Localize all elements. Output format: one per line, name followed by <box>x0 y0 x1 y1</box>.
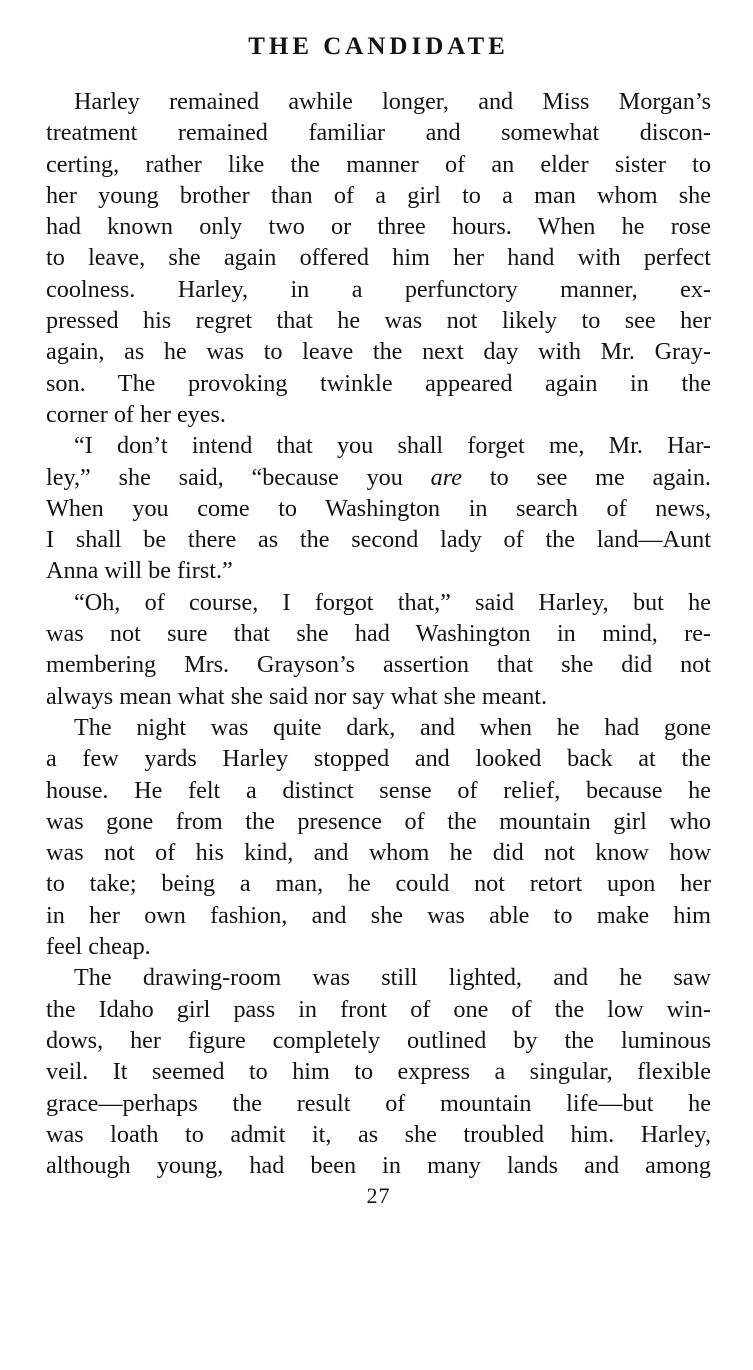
text-line: although young, had been in many lands and among <box>46 1152 711 1180</box>
text-line: had known only two or three hours. When he rose <box>46 213 711 241</box>
text-line: Harley remained awhile longer, and Miss Morgan’s <box>74 88 711 115</box>
text-line: ley,” she said, “because you are to see me again. <box>46 463 711 491</box>
emphasis: are <box>430 463 463 491</box>
text-line: her young brother than of a girl to a man whom she <box>46 181 711 209</box>
text-line: was not sure that she had Washington in mind, re- <box>46 620 711 648</box>
text-line: veil. It seemed to him to express a singular, flexible <box>46 1058 711 1086</box>
text-line: always mean what she said nor say what she meant. <box>46 682 548 710</box>
text-line: again, as he was to leave the next day with Mr. Gray- <box>46 338 711 366</box>
text-line: a few yards Harley stopped and looked back at the <box>46 745 711 773</box>
text-line: dows, her figure completely outlined by the luminous <box>46 1026 711 1054</box>
text-line: When you come to Washington in search of news, <box>46 494 711 522</box>
text-line: to take; being a man, he could not retort upon her <box>46 870 711 898</box>
text-line: The drawing-room was still lighted, and he saw <box>74 964 711 992</box>
body-text <box>46 86 711 1181</box>
text-line: corner of her eyes. <box>46 400 226 428</box>
paragraph-4 <box>46 712 711 962</box>
text-line: was gone from the presence of the mountain girl who <box>46 807 711 835</box>
text-line: pressed his regret that he was not likely to see her <box>46 307 711 335</box>
text-line: in her own fashion, and she was able to make him <box>46 901 711 929</box>
text-line: grace—perhaps the result of mountain life—but he <box>46 1089 711 1117</box>
text-line: son. The provoking twinkle appeared again in the <box>46 369 711 397</box>
text-line: membering Mrs. Grayson’s assertion that she did not <box>46 651 711 679</box>
text-line: certing, rather like the manner of an elder sister to <box>46 150 711 178</box>
text-line: treatment remained familiar and somewhat discon- <box>46 119 711 147</box>
text-line: feel cheap. <box>46 933 151 961</box>
paragraph-5 <box>46 962 711 1181</box>
text-line: coolness. Harley, in a perfunctory manner, ex- <box>46 275 711 303</box>
text-line: house. He felt a distinct sense of relief, because he <box>46 776 711 804</box>
text-line: “I don’t intend that you shall forget me, Mr. Har- <box>74 432 711 460</box>
text-line: I shall be there as the second lady of the land—Aunt <box>46 526 711 554</box>
text-line: the Idaho girl pass in front of one of the low win- <box>46 995 711 1023</box>
text-line: “Oh, of course, I forgot that,” said Harley, but he <box>74 588 711 616</box>
running-head: THE CANDIDATE <box>248 33 509 60</box>
paragraph-3 <box>46 587 711 712</box>
text-line: The night was quite dark, and when he had gone <box>74 713 711 741</box>
text-line: was not of his kind, and whom he did not know how <box>46 839 711 867</box>
text-line: was loath to admit it, as she troubled him. Harley, <box>46 1120 711 1148</box>
paragraph-1 <box>46 86 711 430</box>
text-line: to leave, she again offered him her hand with perfect <box>46 244 711 272</box>
text-line: Anna will be first.” <box>46 557 233 585</box>
page-number: 27 <box>366 1183 391 1208</box>
paragraph-2 <box>46 430 711 586</box>
